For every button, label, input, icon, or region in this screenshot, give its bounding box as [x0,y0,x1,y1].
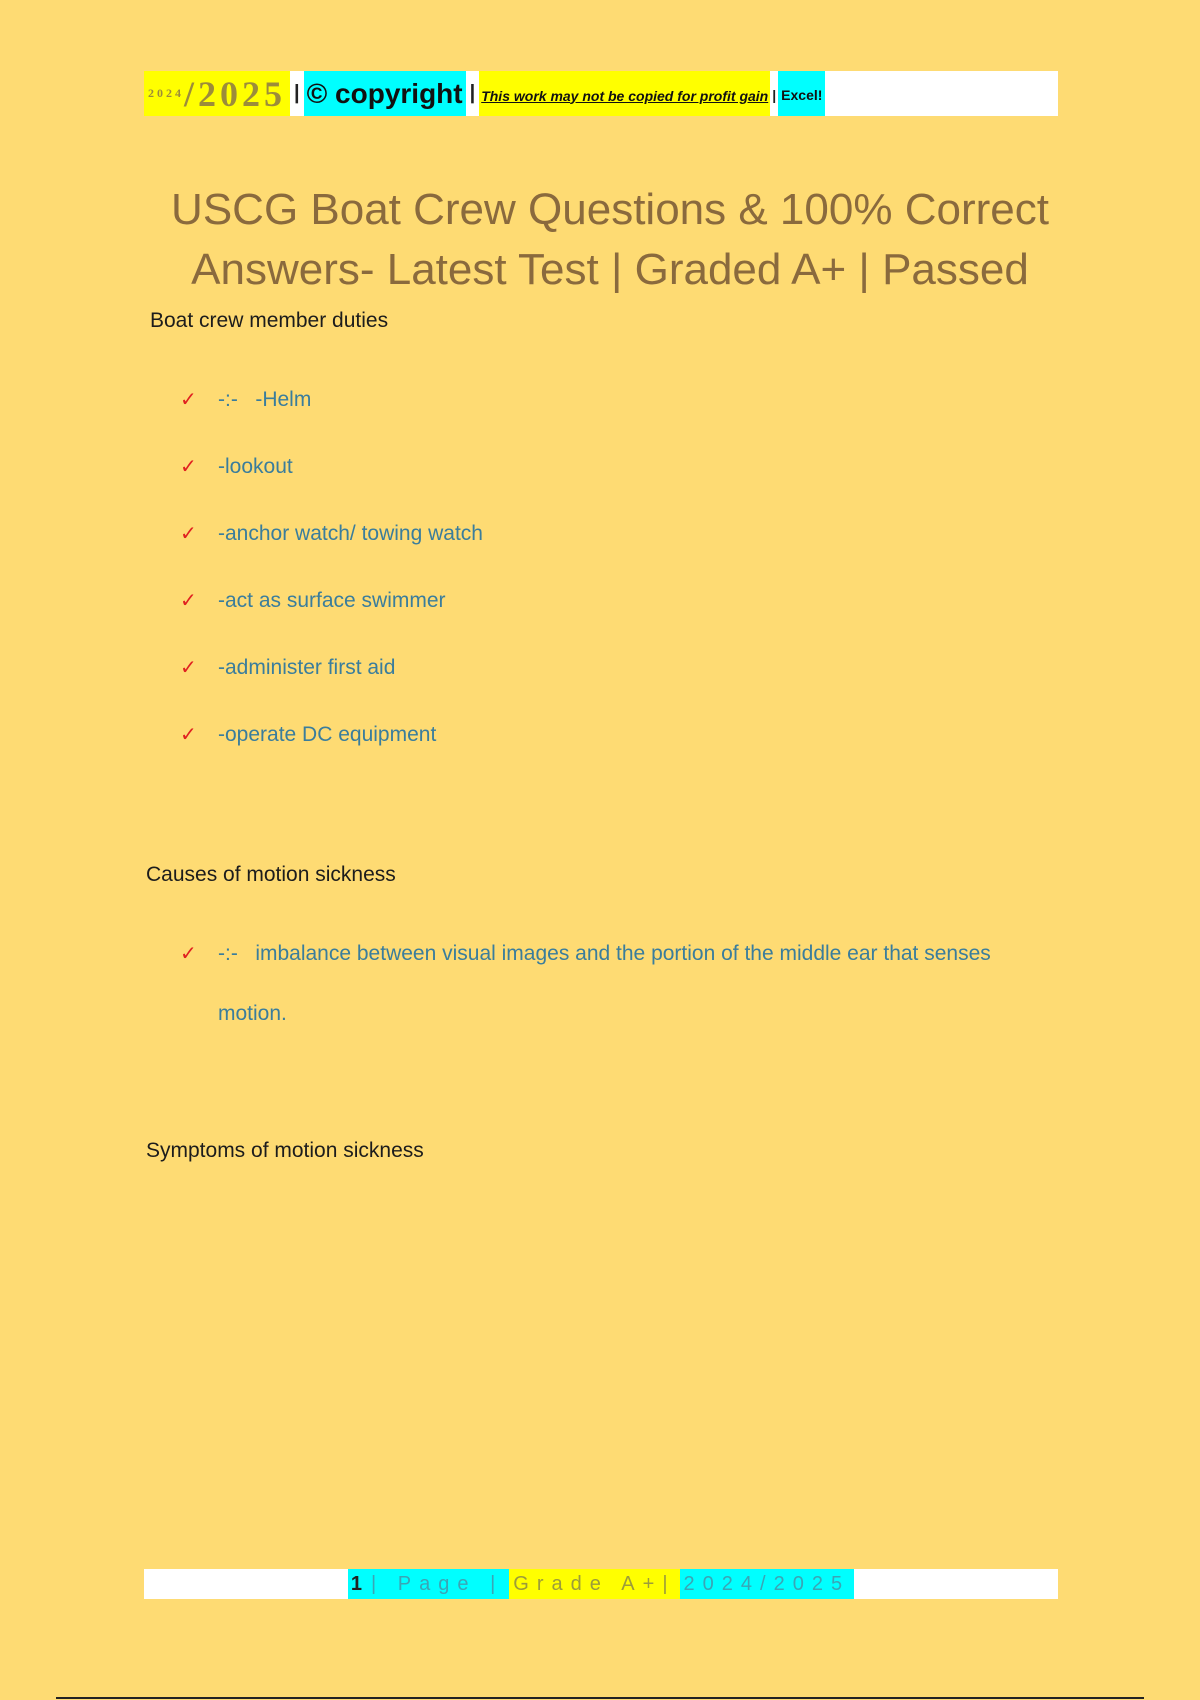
header-year [144,71,290,116]
bottom-rule [56,1697,1144,1699]
list-item [180,386,483,414]
list-item [180,940,1048,1044]
question-text: Causes of motion sickness [146,863,396,886]
answer-text: -anchor watch/ towing watch [218,522,483,545]
header-separator: | [466,71,480,116]
checkmark-icon: ✓ [180,523,197,545]
question-text: Symptoms of motion sickness [146,1139,424,1162]
page-label: | Page | [365,1569,509,1599]
list-item [180,721,483,749]
checkmark-icon: ✓ [180,590,197,612]
answer-text: -lookout [218,455,293,478]
list-item [180,587,483,615]
document-title [130,180,1090,300]
header-year-big: /2025 [184,73,287,114]
list-item [180,654,483,682]
title-line-1: USCG Boat Crew Questions & 100% Correct [171,185,1049,234]
header-excel: Excel! [778,71,825,116]
answer-list [180,940,1048,1044]
checkmark-icon: ✓ [180,943,197,965]
checkmark-icon: ✓ [180,389,197,411]
footer-year: 2024/2025 [680,1569,855,1599]
title-line-2: Answers- Latest Test | Graded A+ | Passed [191,245,1029,294]
question-text: Boat crew member duties [150,309,389,332]
answer-text: -administer first aid [218,656,396,679]
footer-banner [144,1569,1058,1599]
page-number: 1 [348,1569,365,1599]
answer-text: -act as surface swimmer [218,589,446,612]
checkmark-icon: ✓ [180,657,197,679]
header-separator: | [290,71,304,116]
grade-label: Grade A+| [509,1569,679,1599]
header-copyright: © copyright [304,71,466,116]
header-year-small: 2024 [148,86,184,100]
checkmark-icon: ✓ [180,456,197,478]
header-banner [144,71,1058,116]
list-item [180,520,483,548]
answer-text: -:- imbalance between visual images and the portion of the middle ear that senses motion. [218,942,997,1025]
checkmark-icon: ✓ [180,724,197,746]
list-item [180,453,483,481]
answer-text: -operate DC equipment [218,723,437,746]
header-separator: | [770,71,778,116]
answer-text: -:- -Helm [218,388,312,411]
answer-list [180,386,483,749]
header-notice: This work may not be copied for profit gain [479,71,770,116]
